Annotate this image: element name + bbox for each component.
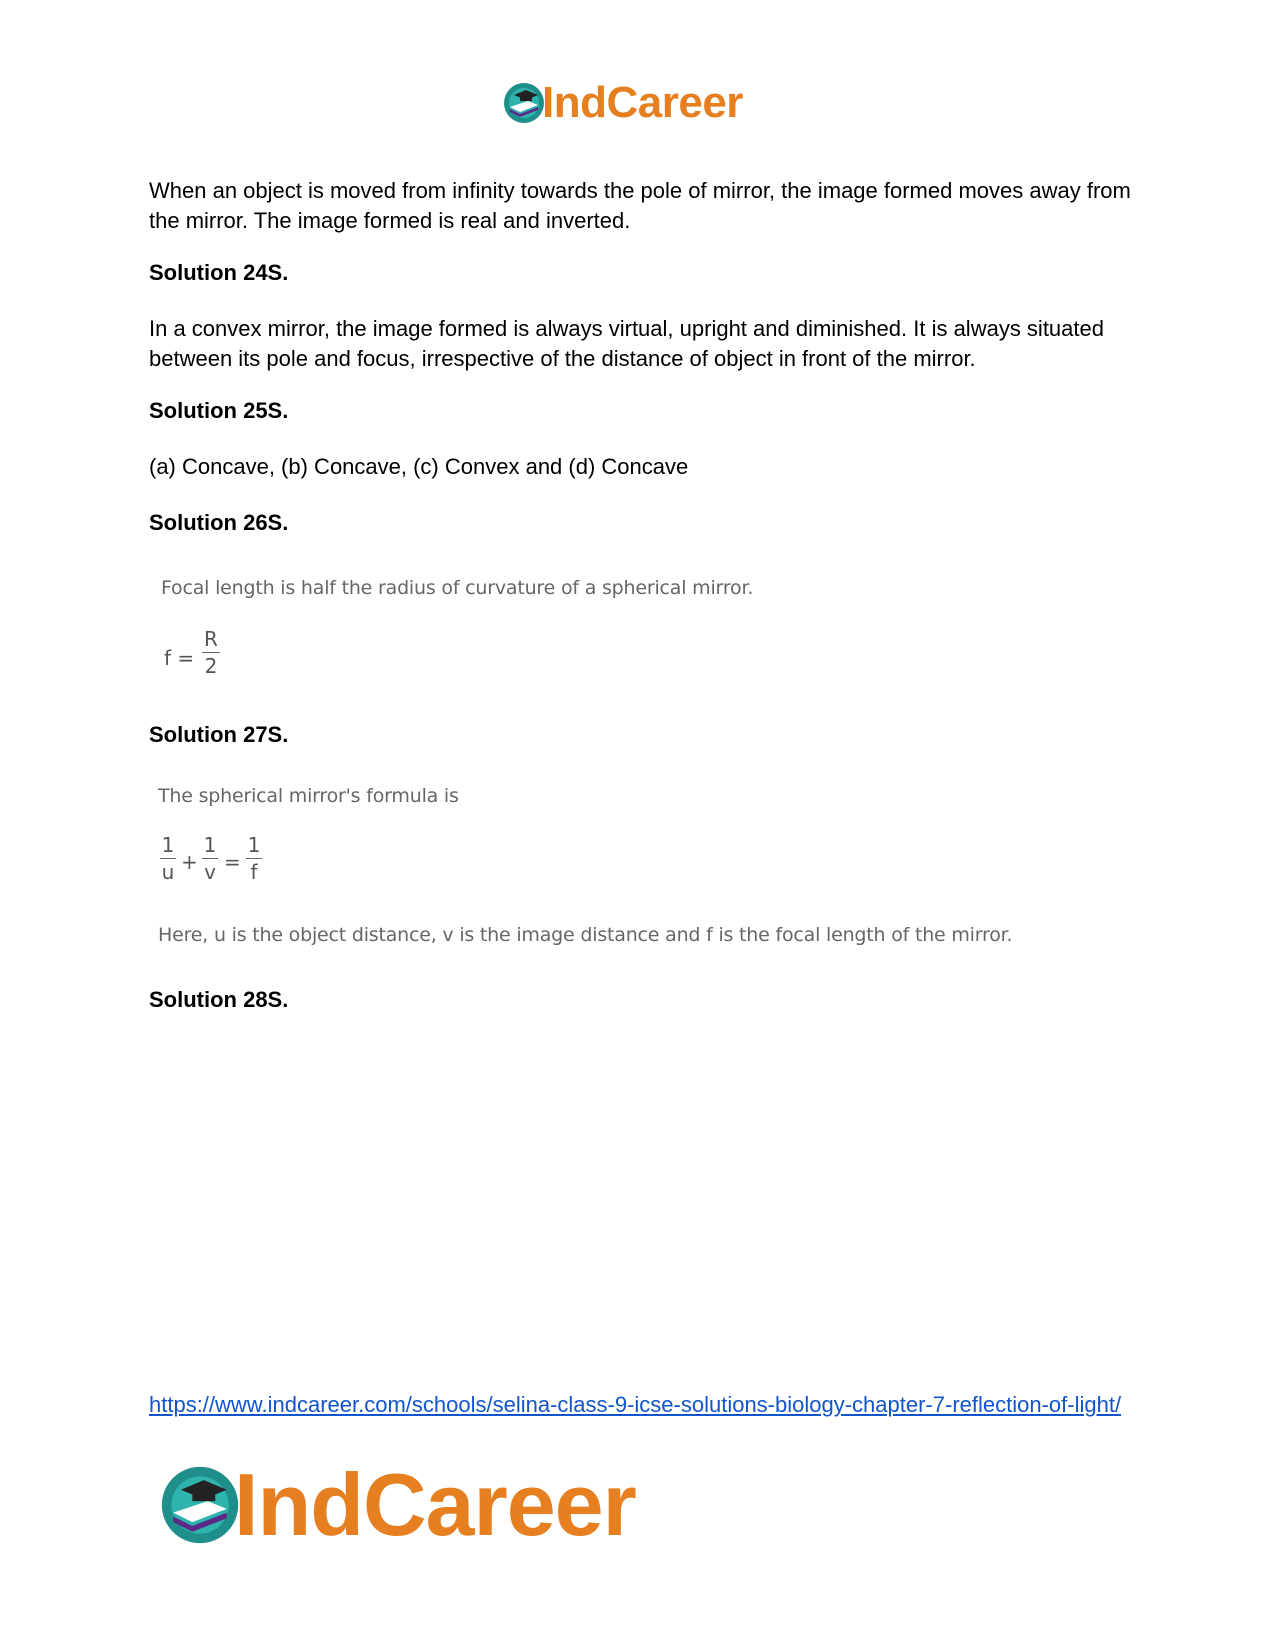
solution-26s-heading: Solution 26S.	[149, 510, 289, 535]
fraction-bar	[202, 858, 218, 859]
equals-sign: =	[224, 850, 241, 874]
fraction-denominator: f	[250, 860, 258, 884]
header-logo-text: IndCareer	[542, 78, 743, 127]
header-logo	[502, 78, 743, 128]
fraction-bar	[246, 858, 262, 859]
fraction-bar	[160, 858, 176, 859]
fraction-1-over-v	[202, 834, 218, 883]
footer-logo	[158, 1455, 636, 1554]
footer-logo-text: IndCareer	[234, 1455, 636, 1554]
solution-27s-explanation: Here, u is the object distance, v is the image distance and f is the focal length of the mirror.	[158, 924, 1013, 946]
solution-24s-heading: Solution 24S.	[149, 260, 289, 285]
solution-25s-text: (a) Concave, (b) Concave, (c) Convex and (d) Concave	[149, 454, 689, 479]
fraction-1-over-u	[160, 834, 176, 883]
mirror-formula	[160, 834, 280, 894]
intro-paragraph: When an object is moved from infinity towards the pole of mirror, the image formed moves away from the mirror. The image formed is real and inverted.	[149, 178, 1131, 233]
formula-lhs: f =	[164, 646, 195, 670]
fraction-bar	[202, 652, 220, 653]
solution-26s-text: Focal length is half the radius of curvature of a spherical mirror.	[161, 577, 754, 599]
solution-27s-heading: Solution 27S.	[149, 722, 289, 747]
solution-28s-heading: Solution 28S.	[149, 987, 289, 1012]
solution-25s-heading: Solution 25S.	[149, 398, 289, 423]
solution-27s-text: The spherical mirror's formula is	[158, 785, 459, 807]
graduation-book-icon	[158, 1463, 242, 1547]
fraction-numerator: 1	[203, 833, 217, 857]
fraction-denominator: v	[204, 860, 216, 884]
fraction-numerator: R	[204, 627, 218, 651]
plus-sign: +	[181, 850, 198, 874]
fraction-denominator: 2	[204, 654, 218, 678]
fraction-numerator: 1	[161, 833, 175, 857]
solution-24s-text: In a convex mirror, the image formed is always virtual, upright and diminished. It is always situated between its pole and focus, irrespective of the distance of object in front of the mirror.	[149, 316, 1104, 371]
formula-fraction	[202, 628, 220, 677]
fraction-1-over-f	[246, 834, 262, 883]
fraction-numerator: 1	[247, 833, 261, 857]
graduation-book-icon	[502, 81, 546, 125]
fraction-denominator: u	[161, 860, 175, 884]
source-link[interactable]: https://www.indcareer.com/schools/selina-class-9-icse-solutions-biology-chapter-7-reflection-of-light/	[149, 1392, 1122, 1417]
focal-length-formula	[162, 628, 242, 688]
